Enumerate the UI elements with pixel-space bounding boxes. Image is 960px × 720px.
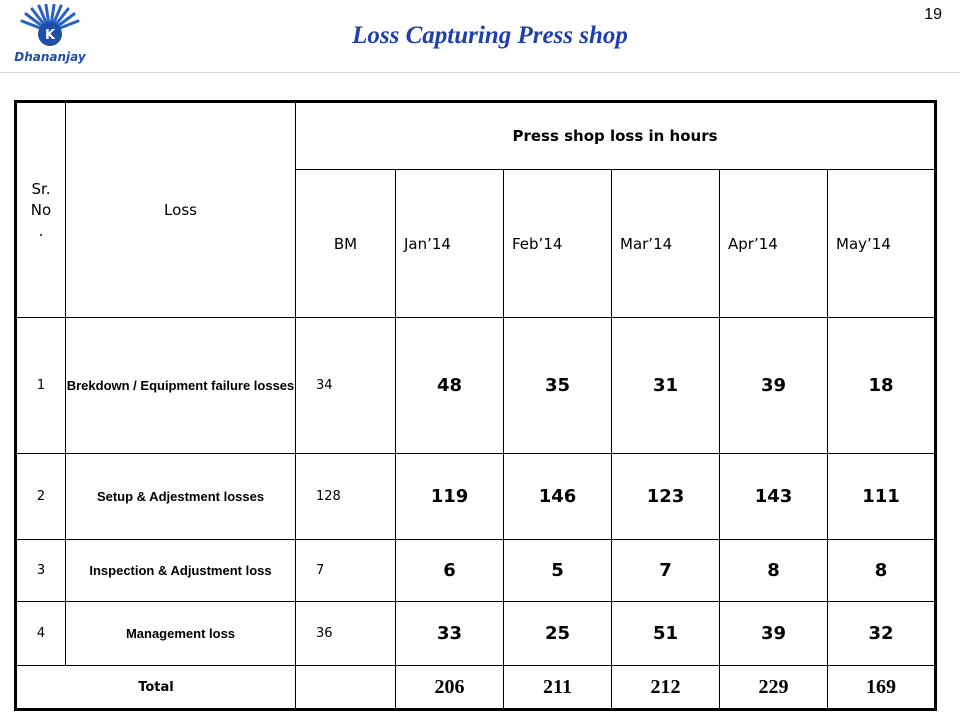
value-cell: 123 bbox=[612, 454, 720, 540]
value-cell: 111 bbox=[828, 454, 936, 540]
loss-name-cell: Management loss bbox=[66, 602, 296, 666]
value-cell: 146 bbox=[504, 454, 612, 540]
month-header: Mar’14 bbox=[612, 170, 720, 318]
bm-cell: 34 bbox=[296, 318, 396, 454]
value-cell: 8 bbox=[828, 540, 936, 602]
header-divider bbox=[0, 72, 960, 73]
page-number: 19 bbox=[924, 6, 942, 23]
group-header: Press shop loss in hours bbox=[296, 102, 936, 170]
value-cell: 48 bbox=[396, 318, 504, 454]
total-label: Total bbox=[16, 666, 296, 710]
total-row bbox=[16, 666, 936, 710]
total-value-cell: 212 bbox=[612, 666, 720, 710]
month-header: Jan’14 bbox=[396, 170, 504, 318]
month-header: Apr’14 bbox=[720, 170, 828, 318]
table-row bbox=[16, 602, 936, 666]
value-cell: 32 bbox=[828, 602, 936, 666]
value-cell: 51 bbox=[612, 602, 720, 666]
value-cell: 119 bbox=[396, 454, 504, 540]
value-cell: 39 bbox=[720, 602, 828, 666]
sr-no-cell: 4 bbox=[16, 602, 66, 666]
value-cell: 8 bbox=[720, 540, 828, 602]
loss-name-cell: Brekdown / Equipment failure losses bbox=[66, 318, 296, 454]
loss-name-cell: Setup & Adjestment losses bbox=[66, 454, 296, 540]
svg-text:K: K bbox=[44, 28, 56, 43]
value-cell: 6 bbox=[396, 540, 504, 602]
value-cell: 31 bbox=[612, 318, 720, 454]
value-cell: 18 bbox=[828, 318, 936, 454]
total-bm-cell bbox=[296, 666, 396, 710]
table-row bbox=[16, 318, 936, 454]
loss-name-cell: Inspection & Adjustment loss bbox=[66, 540, 296, 602]
loss-header: Loss bbox=[66, 102, 296, 318]
sr-no-cell: 1 bbox=[16, 318, 66, 454]
sr-no-cell: 3 bbox=[16, 540, 66, 602]
total-value-cell: 229 bbox=[720, 666, 828, 710]
table-row bbox=[16, 540, 936, 602]
sr-no-header: Sr. No . bbox=[16, 102, 66, 318]
sunburst-logo-icon bbox=[8, 4, 92, 52]
loss-table bbox=[14, 100, 937, 711]
logo-text: Dhananjay bbox=[14, 50, 86, 64]
sr-no-cell: 2 bbox=[16, 454, 66, 540]
value-cell: 5 bbox=[504, 540, 612, 602]
value-cell: 33 bbox=[396, 602, 504, 666]
value-cell: 25 bbox=[504, 602, 612, 666]
month-header: Feb’14 bbox=[504, 170, 612, 318]
month-header: May’14 bbox=[828, 170, 936, 318]
value-cell: 143 bbox=[720, 454, 828, 540]
value-cell: 39 bbox=[720, 318, 828, 454]
value-cell: 7 bbox=[612, 540, 720, 602]
month-header: BM bbox=[296, 170, 396, 318]
total-value-cell: 211 bbox=[504, 666, 612, 710]
bm-cell: 128 bbox=[296, 454, 396, 540]
value-cell: 35 bbox=[504, 318, 612, 454]
table-row bbox=[16, 454, 936, 540]
page-title: Loss Capturing Press shop bbox=[352, 22, 628, 49]
bm-cell: 36 bbox=[296, 602, 396, 666]
total-value-cell: 169 bbox=[828, 666, 936, 710]
header-row-group bbox=[16, 102, 936, 170]
bm-cell: 7 bbox=[296, 540, 396, 602]
logo bbox=[8, 4, 92, 66]
total-value-cell: 206 bbox=[396, 666, 504, 710]
